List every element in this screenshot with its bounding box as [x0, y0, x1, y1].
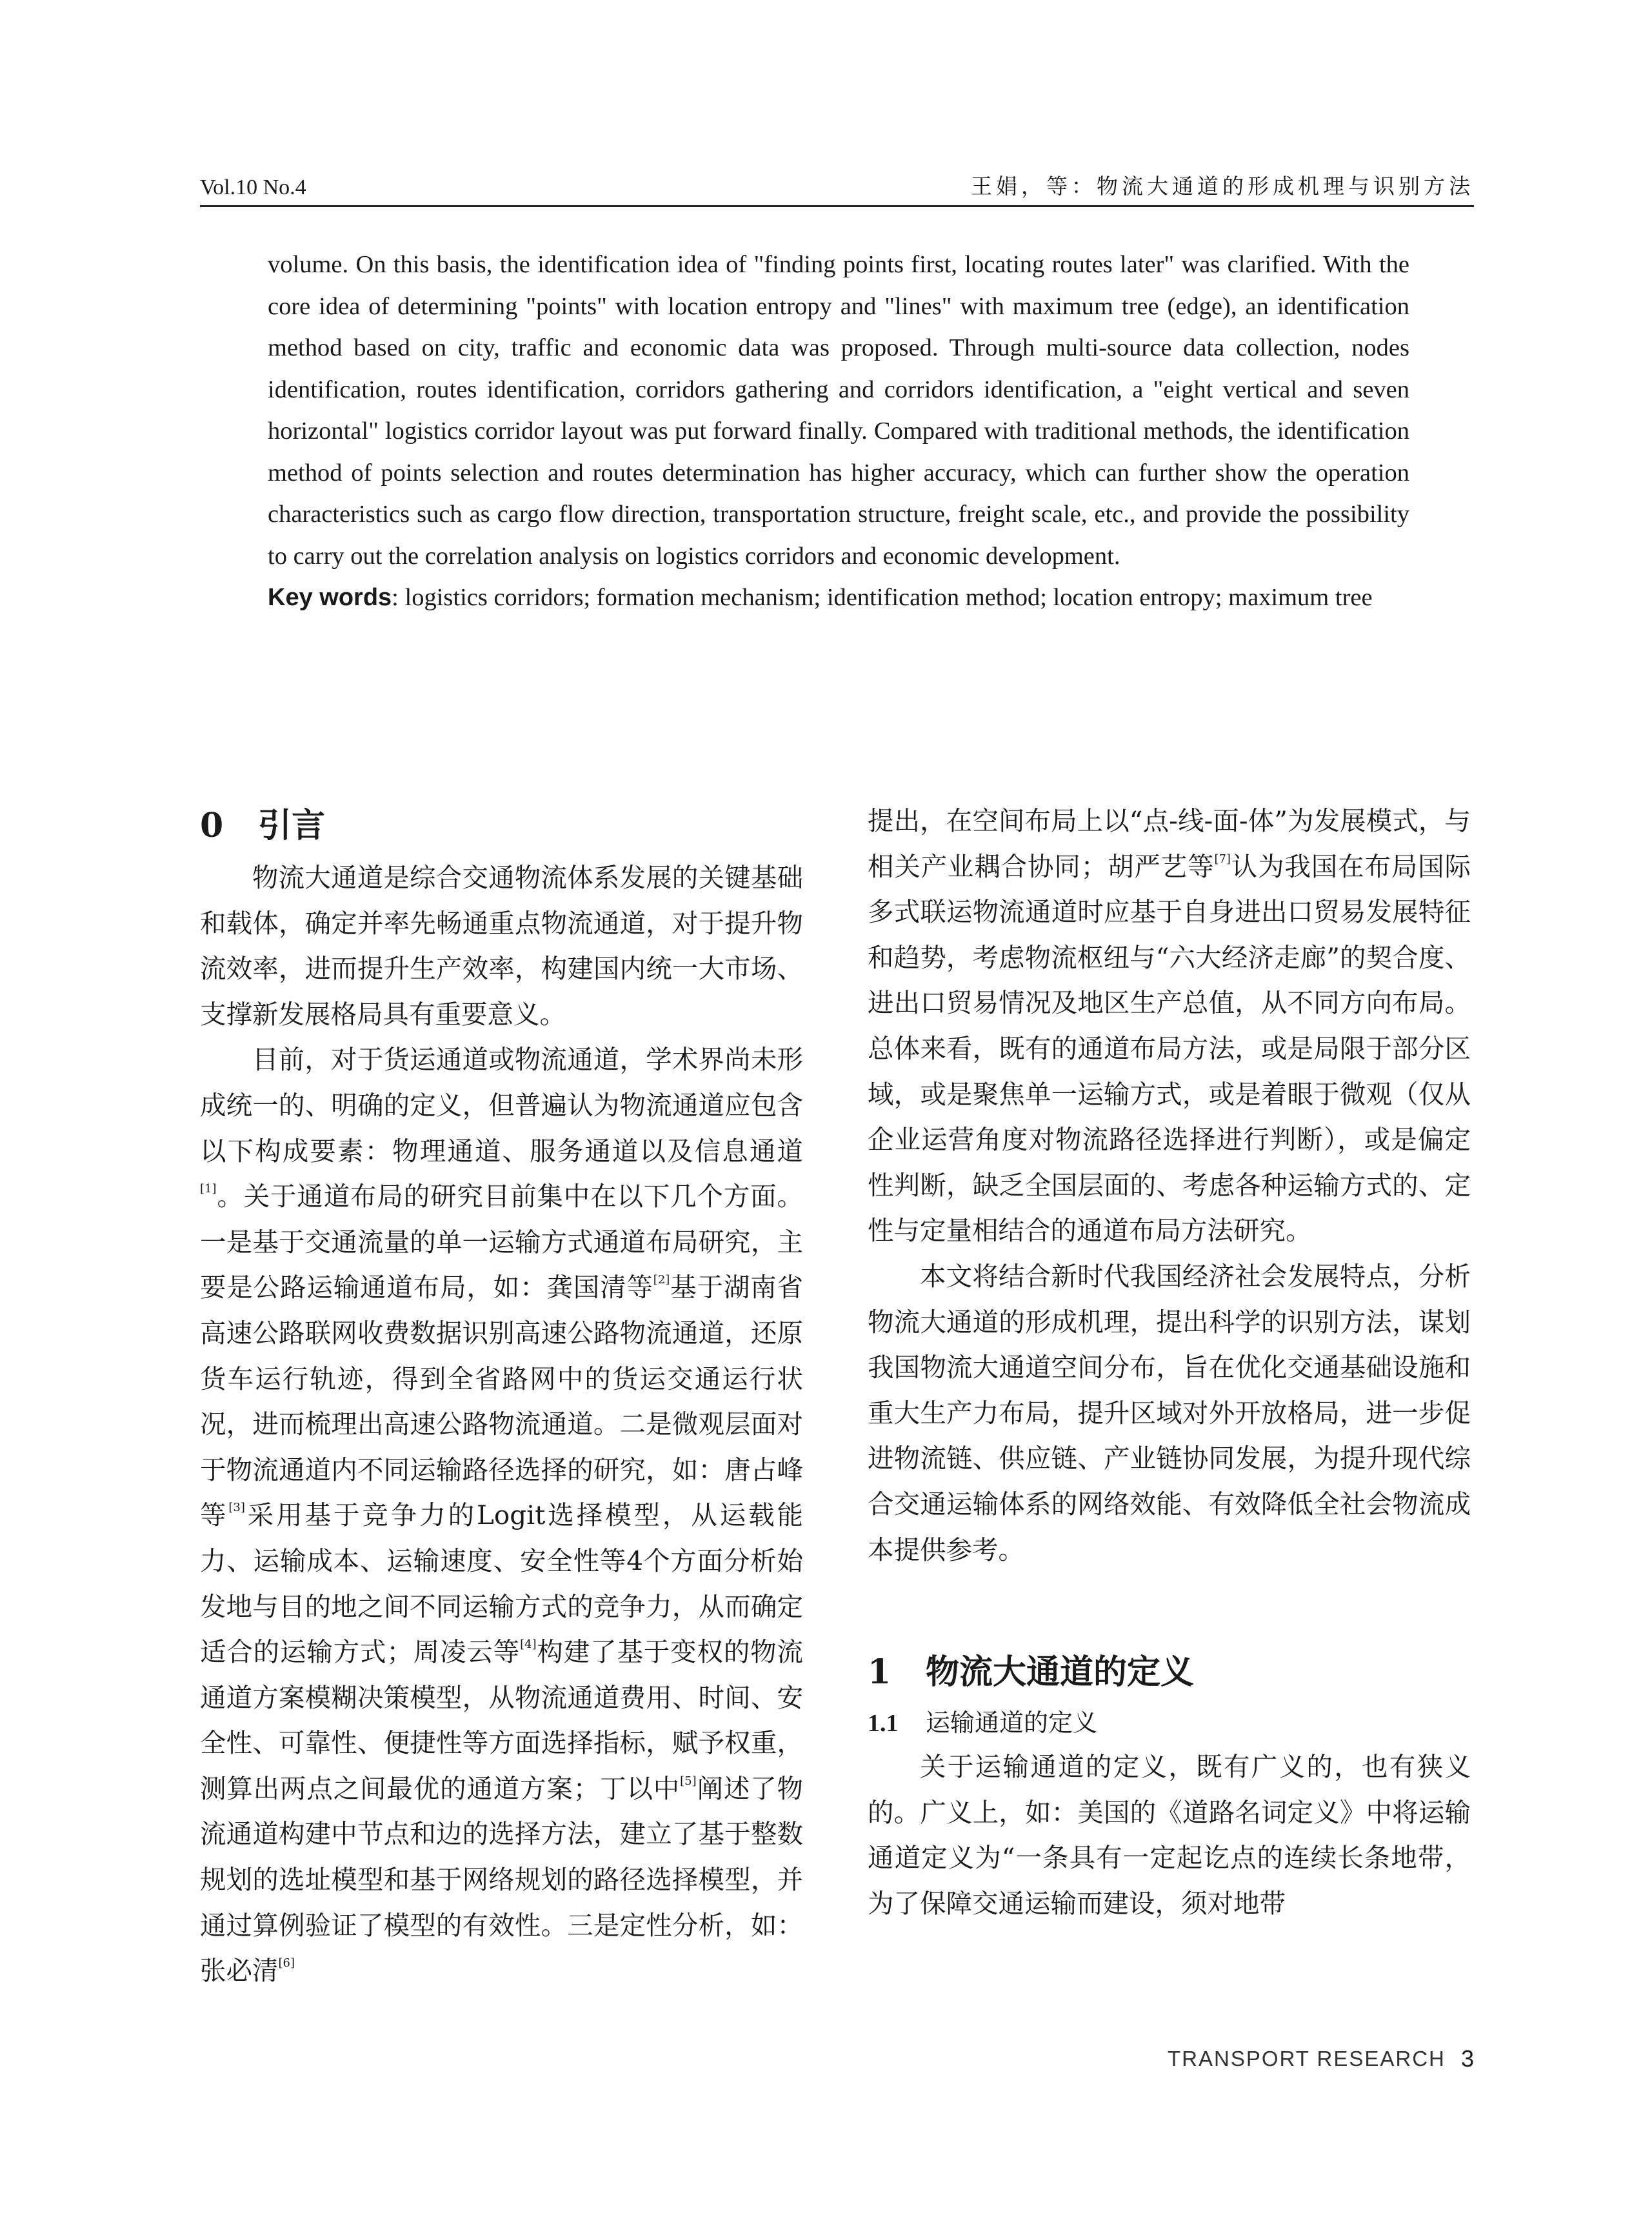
paragraph-1: 物流大通道是综合交通物流体系发展的关键基础和载体，确定并率先畅通重点物流通道，对于提升物流效率，进而提升生产效率，构建国内统一大市场、支撑新发展格局具有重要意义。	[200, 862, 803, 1030]
paragraph-2	[200, 1037, 803, 1993]
journal-name: TRANSPORT RESEARCH	[1168, 2047, 1446, 2071]
citation-5: [5]	[680, 1774, 697, 1788]
text-run: 。关于通道布局的研究目前集中在以下几个方面。一是基于交通流量的单一运输方式通道布局研究，主要是公路运输通道布局，如：龚国清等	[200, 1181, 803, 1303]
citation-3: [3]	[228, 1501, 245, 1515]
citation-4: [4]	[520, 1638, 537, 1652]
paragraph-1-1: 关于运输通道的定义，既有广义的，也有狭义的。广义上，如：美国的《道路名词定义》中将运输通道定义为“一条具有一定起讫点的连续长条地带，为了保障交通运输而建设，须对地带	[868, 1751, 1471, 1919]
subsection-heading-1-1	[868, 1701, 1471, 1744]
text-run: 认为我国在布局国际多式联运物流通道时应基于自身进出口贸易发展特征和趋势，考虑物流枢纽与“六大经济走廊”的契合度、进出口贸易情况及地区生产总值，从不同方向布局。总体来看，既有的通道布局方法，或是局限于部分区域，或是聚焦单一运输方式，或是着眼于微观（仅从企业运营角度对物流路径选择进行判断），或是偏定性判断，缺乏全国层面的、考虑各种运输方式的、定性与定量相结合的通道布局方法研究。	[868, 850, 1471, 1247]
text-run: 构建了基于变权的物流通道方案模糊决策模型，从物流通道费用、时间、安全性、可靠性、便捷性等方面选择指标，赋予权重，测算出两点之间最优的通道方案；丁以中	[200, 1636, 804, 1804]
keywords-label: Key words	[268, 584, 392, 611]
text-run: 目前，对于货运通道或物流通道，学术界尚未形成统一的、明确的定义，但普遍认为物流通道应包含以下构成要素：物理通道、服务通道以及信息通道	[200, 1044, 803, 1167]
text-run: 阐述了物流通道构建中节点和边的选择方法，建立了基于整数规划的选址模型和基于网络规划的路径选择模型，并通过算例验证了模型的有效性。三是定性分析，如：张必清	[200, 1772, 804, 1987]
volume-label: Vol.10 No.4	[200, 175, 306, 199]
section-heading-1	[868, 1643, 1471, 1701]
section-number: 0	[200, 806, 224, 845]
abstract-text: volume. On this basis, the identification idea of "finding points first, locating routes later" was clarified. With the core idea of determining "points" with location entropy and "lines" with maximum tree (edge), an identification method based on city, traffic and economic data was proposed. Through multi-source data collection, nodes identification, routes identification, corridors gathering and corridors identification, a "eight vertical and seven horizontal" logistics corridor layout was put forward finally. Compared with traditional methods, the identification method of points selection and routes determination has higher accuracy, which can further show the operation characteristics such as cargo flow direction, transportation structure, freight scale, etc., and provide the possibility to carry out the correlation analysis on logistics corridors and economic development.	[268, 251, 1409, 570]
section-title: 引言	[258, 806, 326, 845]
section-number: 1	[868, 1652, 891, 1692]
left-column	[200, 797, 803, 1994]
paragraph-3: 本文将结合新时代我国经济社会发展特点，分析物流大通道的形成机理，提出科学的识别方法，谋划我国物流大通道空间分布，旨在优化交通基础设施和重大生产力布局，提升区域对外开放格局，进一步促进物流链、供应链、产业链协同发展，为提升现代综合交通运输体系的网络效能、有效降低全社会物流成本提供参考。	[868, 1260, 1471, 1565]
running-title: 王娟，等：物流大通道的形成机理与识别方法	[971, 174, 1474, 199]
subsection-title: 运输通道的定义	[926, 1709, 1098, 1738]
section-gap	[868, 1572, 1471, 1643]
right-column	[868, 798, 1471, 1926]
citation-2: [2]	[653, 1273, 670, 1287]
text-run: 采用基于竞争力的Logit选择模型，从运载能力、运输成本、运输速度、安全性等4个方面分析始发地与目的地之间不同运输方式的竞争力，从而确定适合的运输方式；周凌云等	[200, 1499, 804, 1668]
page-footer	[1168, 2047, 1474, 2079]
paragraph-2-cont	[868, 798, 1471, 1254]
page-number: 3	[1460, 2045, 1474, 2072]
subsection-number: 1.1	[868, 1710, 899, 1738]
text-run: 基于湖南省高速公路联网收费数据识别高速公路物流通道，还原货车运行轨迹，得到全省路网中的货运交通运行状况，进而梳理出高速公路物流通道。二是微观层面对于物流通道内不同运输路径选择的研究，如：唐占峰等	[200, 1272, 804, 1531]
section-heading-0	[200, 797, 803, 855]
citation-7: [7]	[1214, 852, 1231, 866]
citation-1: [1]	[200, 1182, 217, 1196]
abstract-block	[268, 244, 1409, 619]
text-run: 提出，在空间布局上以“点-线-面-体”为发展模式，与相关产业耦合协同；胡严艺等	[868, 805, 1471, 882]
keywords-line	[268, 577, 1409, 619]
section-title: 物流大通道的定义	[926, 1652, 1195, 1692]
running-header	[200, 166, 1474, 207]
citation-6: [6]	[278, 1956, 295, 1970]
keywords-text: : logistics corridors; formation mechanism; identification method; location entropy; maximum tree	[392, 584, 1373, 611]
